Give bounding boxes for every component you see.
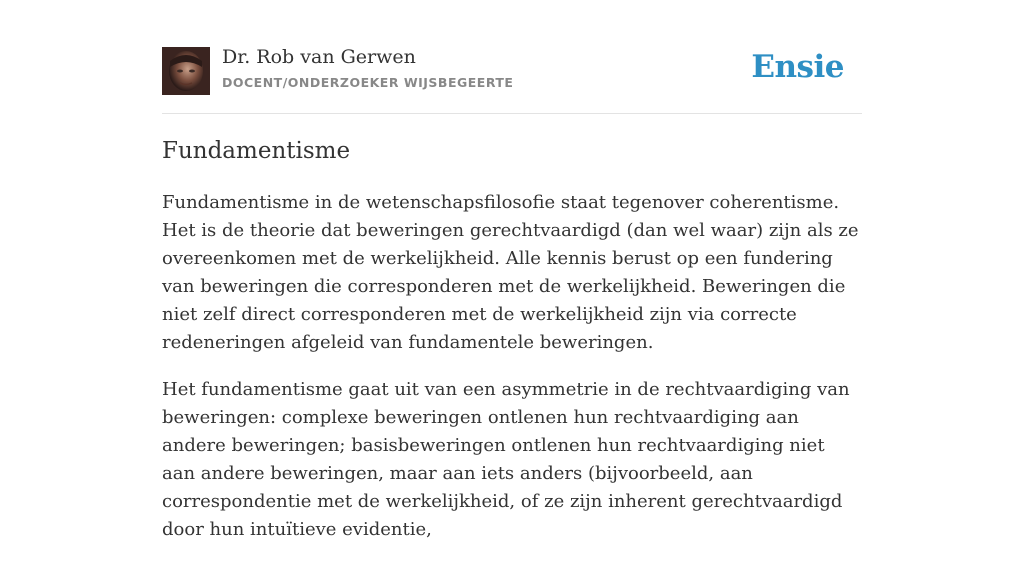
author-avatar[interactable]: [162, 47, 210, 95]
user-avatar-icon: [162, 47, 210, 95]
article-paragraph-2: Het fundamentisme gaat uit van een asymmetrie in de rechtvaardiging van beweringen: complexe beweringen ontlenen hun rechtvaardiging aan andere beweringen; basisbeweringen ontlenen hun rechtvaardiging niet aan andere beweringen, maar aan iets anders (bijvoorbeeld, aan correspondentie met de werkelijkheid, of ze zijn inherent gerechtvaardigd door hun intuïtieve evidentie,: [162, 379, 850, 540]
author-header: [162, 0, 862, 114]
article-body: [162, 189, 862, 563]
article-container: [162, 0, 862, 540]
site-logo[interactable]: Ensie: [751, 49, 844, 85]
article-paragraph-1: Fundamentisme in de wetenschapsfilosofie staat tegenover coherentisme. Het is de theorie dat beweringen gerechtvaardigd (dan wel waar) zijn als ze overeenkomen met de werkelijkheid. Alle kennis berust op een fundering van beweringen die corresponderen met de werkelijkheid. Beweringen die niet zelf direct corresponderen met de werkelijkheid zijn via correcte redeneringen afgeleid van fundamentele beweringen.: [162, 192, 859, 353]
author-name[interactable]: Dr. Rob van Gerwen: [222, 46, 416, 68]
author-role: DOCENT/ONDERZOEKER WIJSBEGEERTE: [222, 75, 514, 90]
article-title: Fundamentisme: [162, 138, 351, 164]
